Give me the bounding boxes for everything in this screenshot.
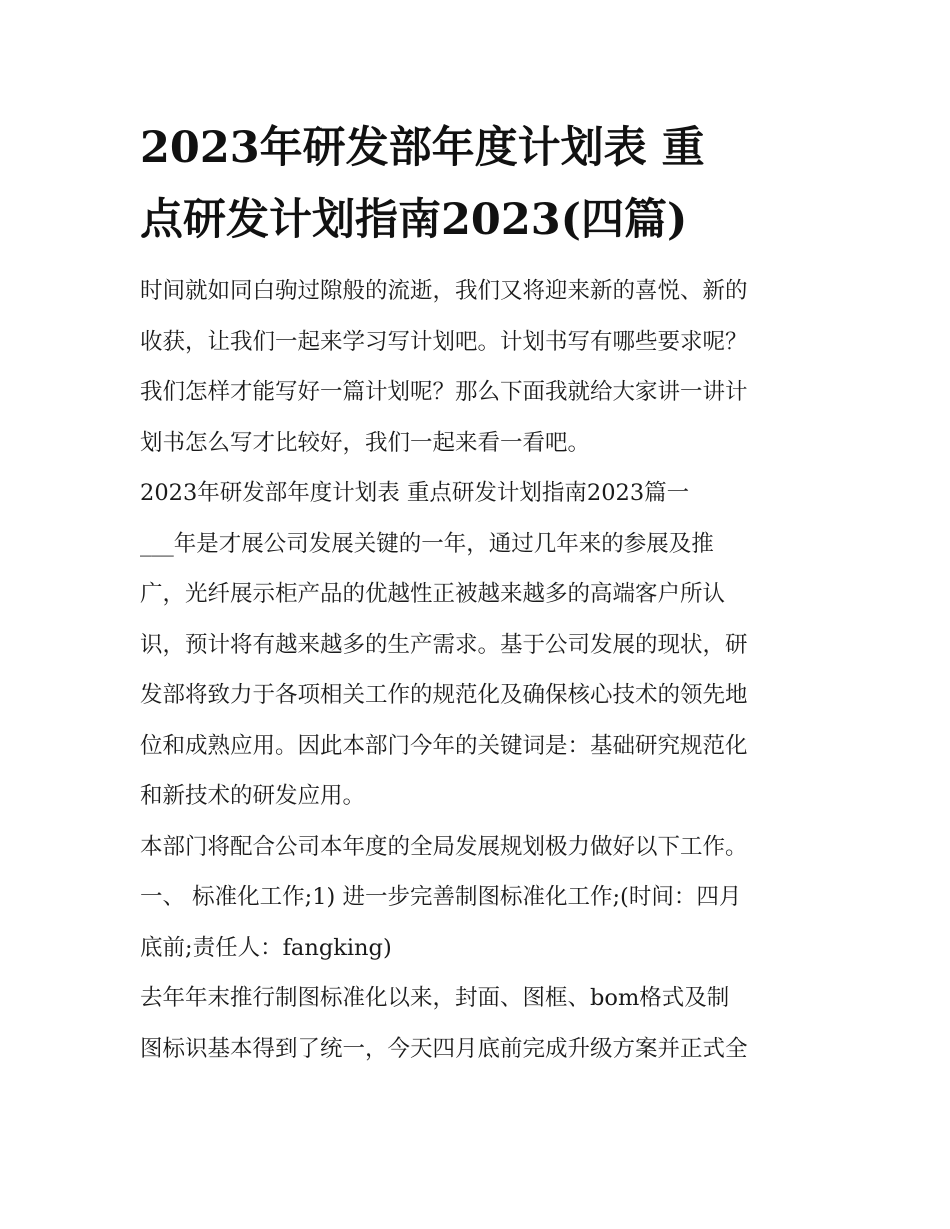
title-line: 2023年研发部年度计划表 重 (140, 123, 705, 173)
text-line: 图标识基本得到了统一，今天四月底前完成升级方案并正式全 (140, 1035, 748, 1062)
text-line: 位和成熟应用。因此本部门今年的关键词是：基础研究规范化 (140, 732, 748, 759)
text-line: 一、 标准化工作;1) 进一步完善制图标准化工作;(时间：四月 (140, 884, 742, 910)
document-title (140, 112, 812, 256)
document-body (140, 112, 812, 1074)
intro-paragraph (140, 266, 812, 468)
text-line: 和新技术的研发应用。 (140, 783, 366, 809)
text-line: 去年年末推行制图标准化以来，封面、图框、bom格式及制 (140, 985, 730, 1011)
text-line: 我们怎样才能写好一篇计划呢？那么下面我就给大家讲一讲计 (140, 379, 748, 405)
body-paragraph (140, 973, 812, 1074)
text-line: 识，预计将有越来越多的生产需求。基于公司发展的现状，研 (140, 631, 748, 658)
text-line: ___年是才展公司发展关键的一年，通过几年来的参展及推 (140, 530, 714, 557)
text-line: 时间就如同白驹过隙般的流逝，我们又将迎来新的喜悦、新的 (140, 278, 748, 304)
text-line: 底前;责任人：fangking) (140, 934, 392, 961)
text-line: 划书怎么写才比较好，我们一起来看一看吧。 (140, 429, 591, 456)
title-spacer (140, 256, 812, 266)
text-line: 广，光纤展示柜产品的优越性正被越来越多的高端客户所认 (140, 581, 726, 607)
text-line: 本部门将配合公司本年度的全局发展规划极力做好以下工作。 (140, 833, 748, 860)
body-paragraph (140, 519, 812, 822)
body-paragraph (140, 872, 812, 973)
text-line: 收获，让我们一起来学习写计划吧。计划书写有哪些要求呢？ (140, 328, 748, 355)
body-paragraph (140, 822, 812, 873)
section-heading-paragraph (140, 468, 812, 519)
text-line: 发部将致力于各项相关工作的规范化及确保核心技术的领先地 (140, 682, 748, 708)
text-line: 2023年研发部年度计划表 重点研发计划指南2023篇一 (140, 480, 690, 506)
title-line: 点研发计划指南2023(四篇) (140, 195, 688, 245)
